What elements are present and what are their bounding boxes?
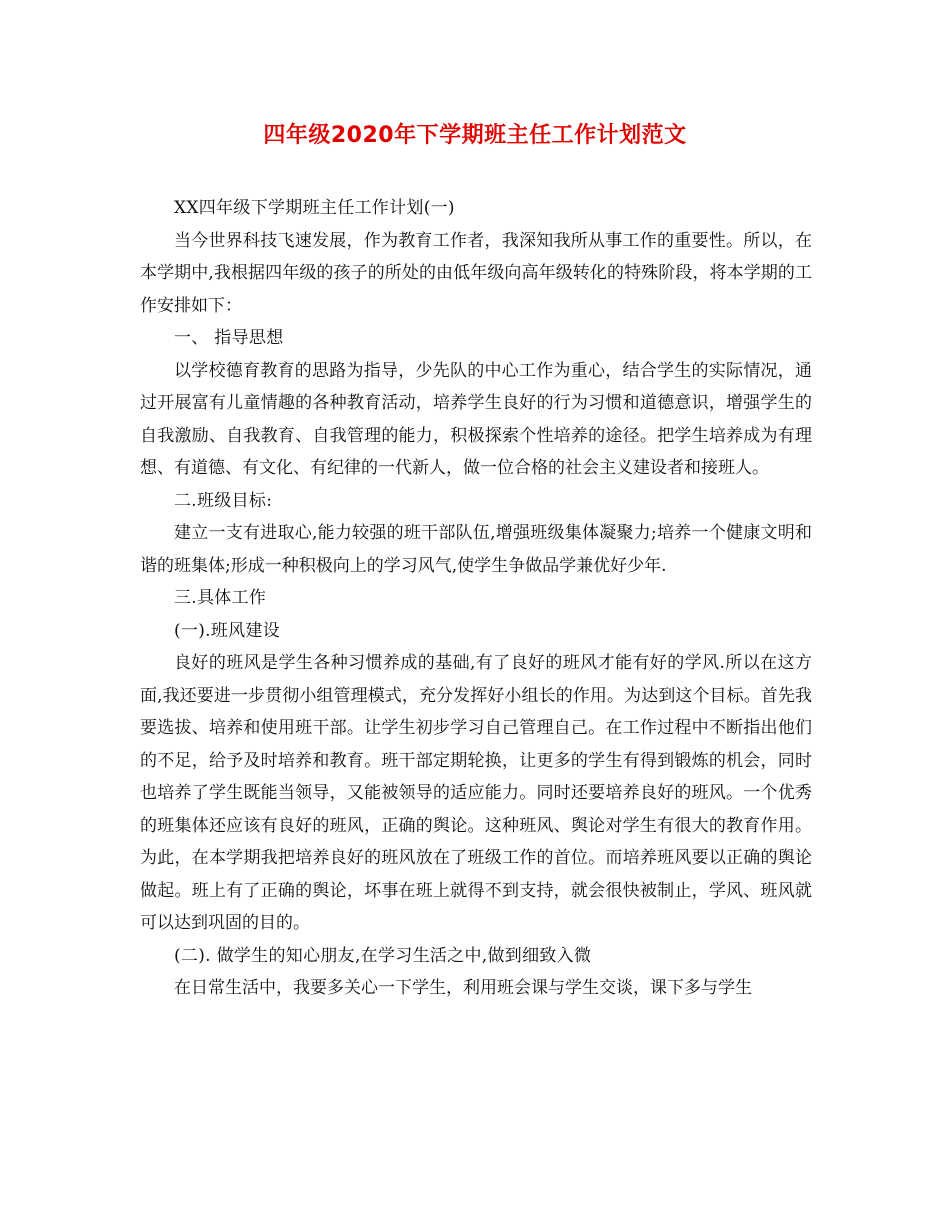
heading-guiding-thought: 一、 指导思想	[174, 328, 284, 348]
section-subtitle: XX四年级下学期班主任工作计划(一)	[174, 198, 455, 218]
heading-specific-work: 三.具体工作	[174, 588, 267, 608]
heading-class-style: (一).班风建设	[174, 620, 281, 641]
intro-paragraph: 当今世界科技飞速发展，作为教育工作者，我深知我所从事工作的重要性。所以，在本学期中,我根据四年级的孩子的所处的由低年级向高年级转化的特殊阶段，将本学期的工作安排如下：	[140, 230, 812, 316]
class-style-paragraph: 良好的班风是学生各种习惯养成的基础,有了良好的班风才能有好的学风.所以在这方面,我还要进一步贯彻小组管理模式，充分发挥好小组长的作用。为达到这个目标。首先我要选拔、培养和使用班干部。让学生初步学习自己管理自己。在工作过程中不断指出他们的不足，给予及时培养和教育。班干部定期轮换，让更多的学生有得到锻炼的机会，同时也培养了学生既能当领导，又能被领导的适应能力。同时还要培养良好的班风。一个优秀的班集体还应该有良好的班风，正确的舆论。这种班风、舆论对学生有很大的教育作用。为此，在本学期我把培养良好的班风放在了班级工作的首位。而培养班风要以正确的舆论做起。班上有了正确的舆论，坏事在班上就得不到支持，就会很快被制止，学风、班风就可以达到巩固的目的。	[140, 653, 812, 933]
daily-life-paragraph: 在日常生活中，我要多关心一下学生，利用班会课与学生交谈，课下多与学生	[174, 978, 752, 998]
heading-class-goals: 二.班级目标:	[174, 490, 273, 511]
document-body	[140, 192, 812, 1005]
guiding-thought-paragraph: 以学校德育教育的思路为指导，少先队的中心工作为重心，结合学生的实际情况，通过开展富有儿童情趣的各种教育活动，培养学生良好的行为习惯和道德意识，增强学生的自我激励、自我教育、自我管理的能力，积极探索个性培养的途径。把学生培养成为有理想、有道德、有文化、有纪律的一代新人，做一位合格的社会主义建设者和接班人。	[140, 360, 812, 478]
document-title: 四年级2020年下学期班主任工作计划范文	[263, 123, 687, 148]
class-goals-paragraph: 建立一支有进取心,能力较强的班干部队伍,增强班级集体凝聚力;培养一个健康文明和谐的班集体;形成一种积极向上的学习风气,使学生争做品学兼优好少年.	[140, 523, 812, 576]
heading-friend-of-students: (二). 做学生的知心朋友,在学习生活之中,做到细致入微	[174, 945, 592, 966]
